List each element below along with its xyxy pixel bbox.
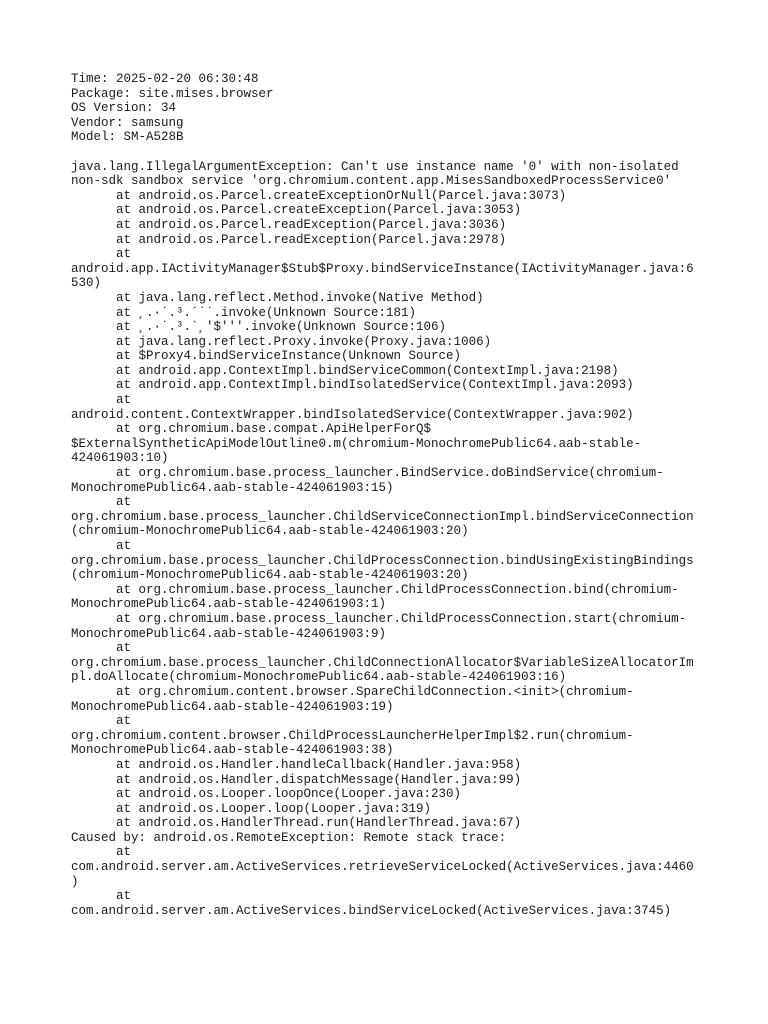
stack-trace-line: at android.os.Looper.loopOnce(Looper.java:230) [71, 787, 462, 802]
stack-trace-line: org.chromium.base.process_launcher.ChildConnectionAllocator$VariableSizeAllocatorIm [71, 655, 694, 670]
stack-trace-line: at android.os.Handler.handleCallback(Handler.java:958) [71, 757, 522, 772]
stack-trace-line: at org.chromium.content.browser.SpareChildConnection.<init>(chromium- [71, 684, 634, 699]
stack-trace-line: at java.lang.reflect.Proxy.invoke(Proxy.java:1006) [71, 334, 492, 349]
stack-trace-line: pl.doAllocate(chromium-MonochromePublic64.aab-stable-424061903:16) [71, 670, 567, 685]
stack-trace-line: at android.os.Parcel.createException(Parcel.java:3053) [71, 203, 522, 218]
stack-trace-line: at [71, 495, 132, 510]
stack-trace-line: MonochromePublic64.aab-stable-424061903:38) [71, 743, 394, 758]
stack-trace-line: at android.os.Looper.loop(Looper.java:319) [71, 801, 432, 816]
stack-trace-line: 530) [71, 276, 102, 291]
stack-trace-line: org.chromium.content.browser.ChildProcessLauncherHelperImpl$2.run(chromium- [71, 728, 634, 743]
stack-trace-line: at [71, 539, 132, 553]
stack-trace-line: $ExternalSyntheticApiModelOutline0.m(chromium-MonochromePublic64.aab-stable- [71, 436, 642, 451]
stack-trace-line: android.content.ContextWrapper.bindIsolatedService(ContextWrapper.java:902) [71, 407, 634, 422]
stack-trace-line: MonochromePublic64.aab-stable-424061903:19) [71, 699, 394, 714]
stack-trace-line: at [71, 714, 132, 729]
stack-trace-line: at java.lang.reflect.Method.invoke(Native Method) [71, 290, 484, 305]
stack-trace-line: org.chromium.base.process_launcher.ChildProcessConnection.bindUsingExistingBindings [71, 553, 694, 568]
stack-trace-line: Caused by: android.os.RemoteException: Remote stack trace: [71, 830, 507, 845]
package-line: Package: site.mises.browser [71, 86, 274, 101]
stack-trace-line: at android.os.Parcel.createExceptionOrNull(Parcel.java:3073) [71, 188, 567, 203]
stack-trace-line: at org.chromium.base.process_launcher.ChildProcessConnection.start(chromium- [71, 611, 687, 626]
stack-trace-line: at [71, 247, 132, 262]
stack-trace-line: at org.chromium.base.process_launcher.BindService.doBindService(chromium- [71, 466, 664, 481]
stack-trace-line: at android.app.ContextImpl.bindServiceCommon(ContextImpl.java:2198) [71, 363, 619, 378]
time-line: Time: 2025-02-20 06:30:48 [71, 72, 259, 86]
crash-report [71, 72, 701, 918]
stack-trace-line: at [71, 393, 132, 408]
stack-trace-line: non-sdk sandbox service 'org.chromium.content.app.MisesSandboxedProcessService0' [71, 174, 672, 189]
stack-trace-line: MonochromePublic64.aab-stable-424061903:9) [71, 626, 387, 641]
model-line: Model: SM-A528B [71, 130, 184, 145]
stack-trace-line: android.app.IActivityManager$Stub$Proxy.bindServiceInstance(IActivityManager.java:6 [71, 261, 694, 276]
stack-trace-line: at android.os.Parcel.readException(Parcel.java:3036) [71, 217, 507, 232]
stack-trace-line: java.lang.IllegalArgumentException: Can't use instance name '0' with non-isolated [71, 159, 679, 174]
stack-trace-line: at ¸.·˙.³.`¸'$'''.invoke(Unknown Source:106) [71, 320, 447, 335]
stack-trace-line: (chromium-MonochromePublic64.aab-stable-424061903:20) [71, 568, 469, 583]
stack-trace [71, 160, 701, 919]
stack-trace-line: org.chromium.base.process_launcher.ChildServiceConnectionImpl.bindServiceConnection [71, 509, 694, 524]
stack-trace-line: (chromium-MonochromePublic64.aab-stable-424061903:20) [71, 524, 469, 539]
stack-trace-line: at android.os.Parcel.readException(Parcel.java:2978) [71, 232, 507, 247]
stack-trace-line: at org.chromium.base.compat.ApiHelperForQ$ [71, 422, 432, 437]
stack-trace-line: at ¸.·˙.³.´˙˙.invoke(Unknown Source:181) [71, 305, 417, 320]
spacer [71, 145, 701, 160]
stack-trace-line: com.android.server.am.ActiveServices.retrieveServiceLocked(ActiveServices.java:4460 [71, 860, 694, 875]
stack-trace-line: at $Proxy4.bindServiceInstance(Unknown Source) [71, 349, 462, 364]
os-version-line: OS Version: 34 [71, 101, 177, 116]
stack-trace-line: ) [71, 874, 79, 889]
stack-trace-line: MonochromePublic64.aab-stable-424061903:15) [71, 480, 394, 495]
stack-trace-line: at org.chromium.base.process_launcher.ChildProcessConnection.bind(chromium- [71, 582, 679, 597]
stack-trace-line: 424061903:10) [71, 451, 169, 466]
stack-trace-line: at [71, 845, 132, 860]
stack-trace-line: com.android.server.am.ActiveServices.bindServiceLocked(ActiveServices.java:3745) [71, 903, 672, 918]
stack-trace-line: at android.os.HandlerThread.run(HandlerThread.java:67) [71, 816, 522, 831]
stack-trace-line: at [71, 889, 132, 904]
stack-trace-line: MonochromePublic64.aab-stable-424061903:1) [71, 597, 387, 612]
stack-trace-line: at android.os.Handler.dispatchMessage(Handler.java:99) [71, 772, 522, 787]
stack-trace-line: at [71, 641, 132, 656]
vendor-line: Vendor: samsung [71, 115, 184, 130]
stack-trace-line: at android.app.ContextImpl.bindIsolatedService(ContextImpl.java:2093) [71, 378, 634, 393]
